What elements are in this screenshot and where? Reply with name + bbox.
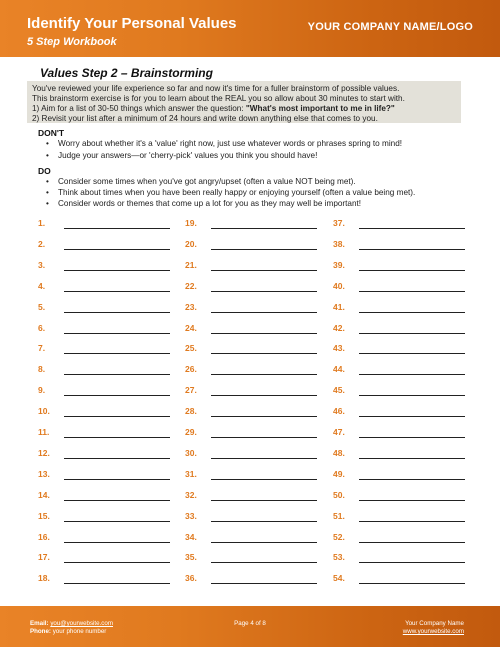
intro-step-1-question: "What's most important to me in life?" [245,104,395,113]
write-in-line[interactable] [359,270,465,271]
value-entry [38,239,178,253]
value-entry [38,511,178,525]
footer-company-name: Your Company Name [405,620,464,627]
value-entry [185,469,325,483]
write-in-line[interactable] [359,395,465,396]
write-in-line[interactable] [64,270,170,271]
entry-number: 34. [185,531,197,542]
write-in-line[interactable] [359,479,465,480]
write-in-line[interactable] [64,500,170,501]
write-in-line[interactable] [64,312,170,313]
entry-number: 50. [333,489,345,500]
write-in-line[interactable] [211,333,317,334]
write-in-line[interactable] [64,228,170,229]
value-entry [38,260,178,274]
entry-number: 28. [185,406,197,417]
do-item-text: Consider words or themes that come up a lot for you as they may well be important! [58,199,362,208]
entry-number: 25. [185,343,197,354]
page-number: Page 4 of 8 [234,620,266,627]
value-entry [333,532,473,546]
phone-label: Phone: [30,628,51,635]
value-entry [38,427,178,441]
entry-number: 15. [38,510,50,521]
value-entry [333,448,473,462]
company-logo-placeholder: YOUR COMPANY NAME/LOGO [307,21,473,33]
write-in-line[interactable] [211,270,317,271]
entry-number: 20. [185,238,197,249]
do-heading: DO [38,166,51,176]
dont-heading: DON'T [38,128,65,138]
write-in-line[interactable] [359,353,465,354]
entry-number: 9. [38,385,46,396]
value-entry [38,343,178,357]
write-in-line[interactable] [359,416,465,417]
do-item-text: Consider some times when you've got angry/upset (often a value NOT being met). [58,177,356,186]
value-entry [185,218,325,232]
value-entry [38,281,178,295]
entry-number: 52. [333,531,345,542]
value-entry [333,323,473,337]
entry-number: 13. [38,468,50,479]
entry-number: 47. [333,427,345,437]
entry-number: 31. [185,468,197,479]
write-in-line[interactable] [211,521,317,522]
intro-line-2: This brainstorm exercise is for you to learn about the REAL you so allow about 30 minutes to start with. [32,94,405,103]
write-in-line[interactable] [211,437,317,438]
value-entry [185,448,325,462]
entry-number: 33. [185,510,197,521]
value-entry [333,427,473,441]
write-in-line[interactable] [211,228,317,229]
dont-item-text: Worry about whether it's a 'value' right now, just use whatever words or phrases spring to mind! [58,139,403,148]
entry-number: 27. [185,385,197,396]
value-entry [185,573,325,587]
value-entry [38,406,178,420]
do-item-text: Think about times when you have been really happy or enjoying yourself (often a value being met). [58,188,416,197]
email-label: Email: [30,620,49,627]
write-in-line[interactable] [64,353,170,354]
workbook-subtitle: 5 Step Workbook [27,36,117,48]
intro-line-1: You've reviewed your life experience so far and now it's time for a fuller brainstorm of possible values. [32,84,400,93]
value-entry [38,385,178,399]
write-in-line[interactable] [211,479,317,480]
write-in-line[interactable] [359,458,465,459]
write-in-line[interactable] [211,583,317,584]
value-entry [185,532,325,546]
write-in-line[interactable] [64,479,170,480]
value-entry [185,302,325,316]
bullet-icon: • [46,177,49,186]
write-in-line[interactable] [211,562,317,563]
value-entry [333,343,473,357]
write-in-line[interactable] [359,291,465,292]
write-in-line[interactable] [359,583,465,584]
entry-number: 30. [185,447,197,458]
write-in-line[interactable] [211,416,317,417]
entry-number: 35. [185,552,197,563]
write-in-line[interactable] [359,521,465,522]
write-in-line[interactable] [64,458,170,459]
value-entry [38,218,178,232]
entry-number: 26. [185,364,197,375]
value-entry [38,490,178,504]
write-in-line[interactable] [211,353,317,354]
entry-number: 24. [185,322,197,333]
value-entry [38,469,178,483]
value-entry [333,260,473,274]
entry-number: 6. [38,322,46,333]
value-entry [333,406,473,420]
step-title: Values Step 2 – Brainstorming [40,66,213,80]
intro-step-2: 2) Revisit your list after a minimum of 24 hours and write down anything else that comes to you. [32,114,378,123]
value-entry [38,364,178,378]
value-entry [38,323,178,337]
entry-number: 45. [333,385,345,396]
entry-number: 4. [38,280,46,291]
entry-number: 44. [333,364,345,375]
entry-number: 42. [333,322,345,333]
write-in-line[interactable] [359,249,465,250]
value-entry [333,364,473,378]
write-in-line[interactable] [359,333,465,334]
write-in-line[interactable] [359,312,465,313]
value-entry [38,532,178,546]
value-entry [185,406,325,420]
entry-number: 8. [38,364,46,375]
write-in-line[interactable] [359,228,465,229]
value-entry [185,552,325,566]
value-entry [185,323,325,337]
footer-company [403,620,464,636]
value-entry [185,281,325,295]
entry-number: 3. [38,259,46,270]
write-in-line[interactable] [359,542,465,543]
write-in-line[interactable] [64,395,170,396]
website-link[interactable]: www.yourwebsite.com [402,628,464,635]
workbook-title: Identify Your Personal Values [27,15,237,32]
entry-number: 21. [185,259,197,270]
write-in-line[interactable] [211,458,317,459]
value-entry [185,490,325,504]
entry-number: 11. [38,427,50,437]
write-in-line[interactable] [211,291,317,292]
write-in-line[interactable] [211,374,317,375]
write-in-line[interactable] [64,291,170,292]
entry-number: 41. [333,301,345,312]
value-entry [38,552,178,566]
write-in-line[interactable] [359,374,465,375]
write-in-line[interactable] [359,437,465,438]
value-entry [185,364,325,378]
value-entry [185,260,325,274]
value-entry [333,490,473,504]
write-in-line[interactable] [211,249,317,250]
entry-number: 39. [333,259,345,270]
write-in-line[interactable] [359,500,465,501]
entry-number: 46. [333,406,345,417]
intro-step-1 [32,104,395,113]
value-entry [333,302,473,316]
entry-number: 18. [38,573,50,584]
entry-number: 37. [333,218,345,228]
write-in-line[interactable] [211,542,317,543]
entry-number: 12. [38,447,50,458]
entry-number: 43. [333,343,345,354]
value-entry [333,385,473,399]
entry-number: 10. [38,406,50,417]
page-header [0,0,500,57]
value-entry [333,552,473,566]
value-entry [185,239,325,253]
entry-number: 49. [333,468,345,479]
entry-number: 23. [185,301,197,312]
intro-step-1-text: 1) Aim for a list of 30-50 things which answer the question: [32,104,246,113]
write-in-line[interactable] [359,562,465,563]
write-in-line[interactable] [64,416,170,417]
write-in-line[interactable] [64,249,170,250]
value-entry [333,218,473,232]
phone-number: your phone number [52,628,107,635]
value-entry [333,511,473,525]
page-footer [0,606,500,647]
entry-number: 51. [333,510,345,521]
bullet-icon: • [46,188,49,197]
bullet-icon: • [46,199,49,208]
entry-number: 29. [185,427,197,437]
entry-number: 2. [38,238,46,249]
write-in-line[interactable] [211,500,317,501]
value-entry [185,385,325,399]
entry-number: 5. [38,301,46,312]
write-in-line[interactable] [64,374,170,375]
value-entry [38,573,178,587]
entry-number: 32. [185,489,197,500]
bullet-icon: • [46,151,49,160]
value-entry [185,343,325,357]
entry-number: 7. [38,343,46,354]
write-in-line[interactable] [64,437,170,438]
value-entry [38,448,178,462]
value-entry [333,239,473,253]
value-entry [333,281,473,295]
entry-number: 40. [333,280,345,291]
value-entry [333,573,473,587]
entry-number: 17. [38,552,50,563]
write-in-line[interactable] [64,542,170,543]
write-in-line[interactable] [211,395,317,396]
write-in-line[interactable] [211,312,317,313]
entry-number: 1. [38,218,46,228]
value-entry [38,302,178,316]
email-link[interactable]: you@yourwebsite.com [50,620,113,627]
entry-number: 54. [333,573,345,584]
entry-number: 22. [185,280,197,291]
write-in-line[interactable] [64,562,170,563]
value-entry [185,511,325,525]
value-entry [185,427,325,441]
entry-number: 14. [38,489,50,500]
entry-number: 53. [333,552,345,563]
entry-number: 36. [185,573,197,584]
value-entry [333,469,473,483]
entry-number: 19. [185,218,197,228]
write-in-line[interactable] [64,583,170,584]
entry-number: 48. [333,447,345,458]
bullet-icon: • [46,139,49,148]
write-in-line[interactable] [64,333,170,334]
write-in-line[interactable] [64,521,170,522]
entry-number: 38. [333,238,345,249]
dont-item-text: Judge your answers—or 'cherry-pick' values you think you should have! [58,151,318,160]
entry-number: 16. [38,531,50,542]
